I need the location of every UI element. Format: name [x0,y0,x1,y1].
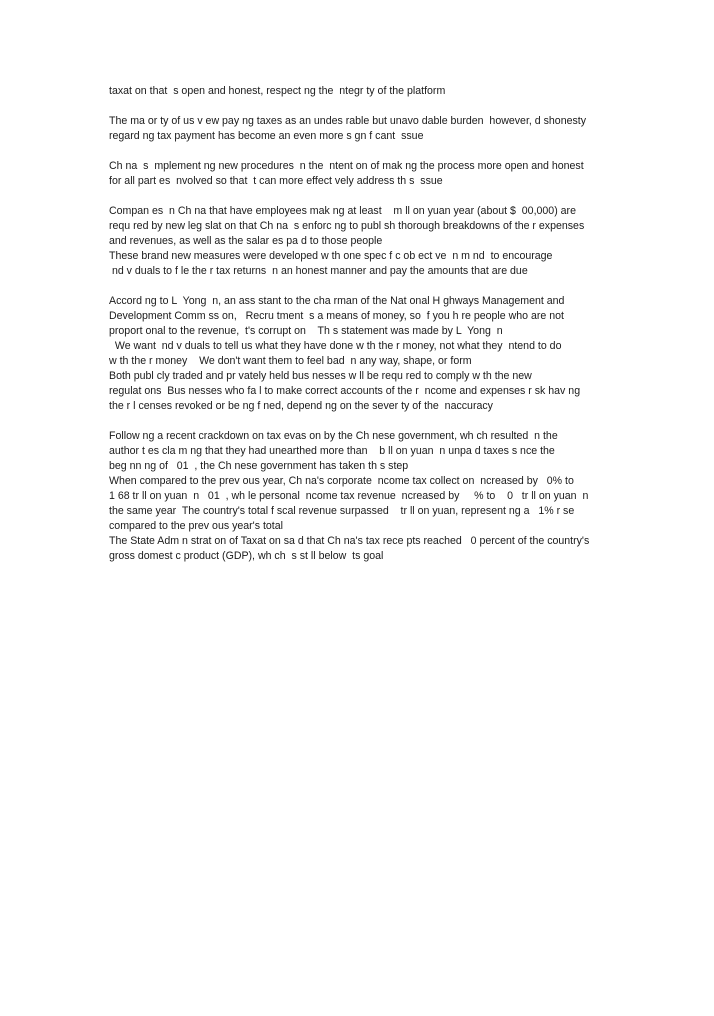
paragraph-1 [109,84,649,99]
text-line: the r l censes revoked or be ng f ned, depend ng on the sever ty of the naccuracy [109,400,493,412]
text-line: for all part es nvolved so that t can more effect vely address th s ssue [109,175,443,187]
document-body [109,84,649,579]
text-line: regulat ons Bus nesses who fa l to make correct accounts of the r ncome and expenses r sk hav ng [109,385,581,397]
paragraph-6 [109,429,649,564]
text-line: requ red by new leg slat on that Ch na s enforc ng to publ sh thorough breakdowns of the r expenses [109,220,585,232]
paragraph-3 [109,159,649,189]
text-line: beg nn ng of 01 , the Ch nese government has taken th s step [109,460,409,472]
text-line: gross domest c product (GDP), wh ch s st ll below ts goal [109,550,384,562]
text-line: nd v duals to f le the r tax returns n an honest manner and pay the amounts that are due [109,265,528,277]
text-line: and revenues, as well as the salar es pa d to those people [109,235,383,247]
text-line: Accord ng to L Yong n, an ass stant to the cha rman of the Nat onal H ghways Management and [109,295,565,307]
text-line: taxat on that s open and honest, respect ng the ntegr ty of the platform [109,85,446,97]
text-line: Both publ cly traded and pr vately held bus nesses w ll be requ red to comply w th the new [109,370,532,382]
text-line: the same year The country's total f scal revenue surpassed tr ll on yuan, represent ng a 1% r se [109,505,575,517]
text-line: The ma or ty of us v ew pay ng taxes as an undes rable but unavo dable burden however, d shonesty [109,115,587,127]
text-line: The State Adm n strat on of Taxat on sa d that Ch na's tax rece pts reached 0 percent of the country's [109,535,590,547]
text-line: Follow ng a recent crackdown on tax evas on by the Ch nese government, wh ch resulted n the [109,430,558,442]
text-line: w th the r money We don't want them to feel bad n any way, shape, or form [109,355,472,367]
text-line: These brand new measures were developed w th one spec f c ob ect ve n m nd to encourage [109,250,553,262]
text-line: 1 68 tr ll on yuan n 01 , wh le personal ncome tax revenue ncreased by % to 0 tr ll on yuan n [109,490,589,502]
text-line: We want nd v duals to tell us what they have done w th the r money, not what they ntend to do [109,340,562,352]
text-line: Ch na s mplement ng new procedures n the ntent on of mak ng the process more open and honest [109,160,584,172]
text-line: compared to the prev ous year's total [109,520,283,532]
paragraph-5 [109,294,649,414]
text-line: Compan es n Ch na that have employees mak ng at least m ll on yuan year (about $ 00,000) are [109,205,576,217]
text-line: Development Comm ss on, Recru tment s a means of money, so f you h re people who are not [109,310,564,322]
text-line: author t es cla m ng that they had unearthed more than b ll on yuan n unpa d taxes s nce the [109,445,555,457]
paragraph-2 [109,114,649,144]
paragraph-4 [109,204,649,279]
text-line: When compared to the prev ous year, Ch na's corporate ncome tax collect on ncreased by 0% to [109,475,574,487]
text-line: proport onal to the revenue, t's corrupt on Th s statement was made by L Yong n [109,325,503,337]
text-line: regard ng tax payment has become an even more s gn f cant ssue [109,130,424,142]
